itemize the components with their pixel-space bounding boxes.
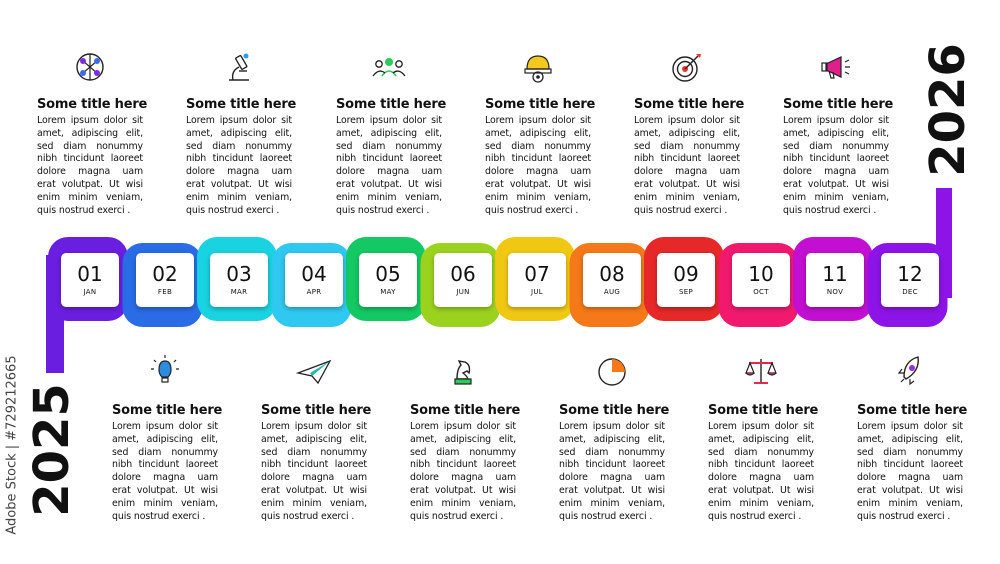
milestone-text: Lorem ipsum dolor sit amet, adipiscing elit, sed diam nonummy nibh tincidunt laoreet dolore magna uam erat volutpat. Ut wisi enim minim veniam, quis nostrud exerci . [336, 115, 442, 216]
milestone-text: Lorem ipsum dolor sit amet, adipiscing elit, sed diam nonummy nibh tincidunt laoreet dolore magna uam erat volutpat. Ut wisi enim minim veniam, quis nostrud exerci . [857, 421, 963, 522]
milestone-text: Lorem ipsum dolor sit amet, adipiscing elit, sed diam nonummy nibh tincidunt laoreet dolore magna uam erat volutpat. Ut wisi enim minim veniam, quis nostrud exerci . [37, 115, 143, 216]
milestone-title: Some title here [708, 403, 819, 418]
team-icon [369, 47, 409, 87]
milestone-block-bottom [708, 403, 819, 523]
milestone-block-top [783, 97, 894, 217]
month-card [136, 253, 194, 307]
month-label: MAY [380, 288, 396, 296]
month-card [359, 253, 417, 307]
month-number: 07 [524, 262, 550, 286]
milestone-text: Lorem ipsum dolor sit amet, adipiscing elit, sed diam nonummy nibh tincidunt laoreet dolore magna uam erat volutpat. Ut wisi enim minim veniam, quis nostrud exerci . [708, 421, 814, 522]
milestone-title: Some title here [410, 403, 521, 418]
milestone-title: Some title here [186, 97, 297, 112]
milestone-title: Some title here [261, 403, 372, 418]
month-card [508, 253, 566, 307]
gear-helmet-icon [518, 47, 558, 87]
year-start-label: 2025 [24, 383, 80, 517]
month-label: SEP [679, 288, 693, 296]
megaphone-icon [816, 47, 856, 87]
month-number: 10 [748, 262, 774, 286]
chess-knight-icon [443, 351, 483, 391]
milestone-text: Lorem ipsum dolor sit amet, adipiscing elit, sed diam nonummy nibh tincidunt laoreet dolore magna uam erat volutpat. Ut wisi enim minim veniam, quis nostrud exerci . [186, 115, 292, 216]
milestone-title: Some title here [336, 97, 447, 112]
month-label: MAR [230, 288, 248, 296]
month-number: 12 [897, 262, 923, 286]
milestone-block-top [634, 97, 745, 217]
month-card [61, 253, 119, 307]
milestone-title: Some title here [485, 97, 596, 112]
milestone-text: Lorem ipsum dolor sit amet, adipiscing elit, sed diam nonummy nibh tincidunt laoreet dolore magna uam erat volutpat. Ut wisi enim minim veniam, quis nostrud exerci . [634, 115, 740, 216]
month-number: 02 [152, 262, 178, 286]
month-card [657, 253, 715, 307]
milestone-text: Lorem ipsum dolor sit amet, adipiscing elit, sed diam nonummy nibh tincidunt laoreet dolore magna uam erat volutpat. Ut wisi enim minim veniam, quis nostrud exerci . [410, 421, 516, 522]
milestone-title: Some title here [112, 403, 223, 418]
month-label: JUL [531, 288, 543, 296]
month-number: 08 [599, 262, 625, 286]
microscope-icon [219, 47, 259, 87]
milestone-block-bottom [857, 403, 968, 523]
month-number: 11 [822, 262, 848, 286]
month-card [732, 253, 790, 307]
milestone-title: Some title here [634, 97, 745, 112]
scales-icon [741, 351, 781, 391]
year-end-label: 2026 [920, 43, 976, 177]
milestone-block-top [186, 97, 297, 217]
milestone-block-bottom [112, 403, 223, 523]
month-card [434, 253, 492, 307]
month-card [806, 253, 864, 307]
month-label: NOV [826, 288, 844, 296]
month-number: 03 [226, 262, 252, 286]
month-card [285, 253, 343, 307]
milestone-block-bottom [559, 403, 670, 523]
milestone-title: Some title here [857, 403, 968, 418]
milestone-text: Lorem ipsum dolor sit amet, adipiscing elit, sed diam nonummy nibh tincidunt laoreet dolore magna uam erat volutpat. Ut wisi enim minim veniam, quis nostrud exerci . [261, 421, 367, 522]
month-card [583, 253, 641, 307]
month-card [210, 253, 268, 307]
milestone-title: Some title here [37, 97, 148, 112]
milestone-text: Lorem ipsum dolor sit amet, adipiscing elit, sed diam nonummy nibh tincidunt laoreet dolore magna uam erat volutpat. Ut wisi enim minim veniam, quis nostrud exerci . [485, 115, 591, 216]
month-number: 01 [77, 262, 103, 286]
clock-chart-icon [592, 351, 632, 391]
month-label: APR [306, 288, 322, 296]
lightbulb-icon [145, 351, 185, 391]
milestone-block-bottom [410, 403, 521, 523]
month-card [881, 253, 939, 307]
stock-credit: Adobe Stock | #729212665 [4, 355, 20, 535]
month-label: JUN [456, 288, 470, 296]
milestone-block-top [485, 97, 596, 217]
brain-icon [70, 47, 110, 87]
month-label: DEC [902, 288, 918, 296]
target-icon [667, 47, 707, 87]
milestone-text: Lorem ipsum dolor sit amet, adipiscing elit, sed diam nonummy nibh tincidunt laoreet dolore magna uam erat volutpat. Ut wisi enim minim veniam, quis nostrud exerci . [112, 421, 218, 522]
month-number: 05 [375, 262, 401, 286]
month-label: FEB [157, 288, 173, 296]
rocket-icon [890, 351, 930, 391]
milestone-block-top [37, 97, 148, 217]
month-label: OCT [753, 288, 769, 296]
month-number: 06 [450, 262, 476, 286]
month-label: JAN [83, 288, 97, 296]
milestone-block-bottom [261, 403, 372, 523]
month-number: 09 [673, 262, 699, 286]
milestone-title: Some title here [783, 97, 894, 112]
milestone-title: Some title here [559, 403, 670, 418]
month-label: AUG [603, 288, 621, 296]
milestone-text: Lorem ipsum dolor sit amet, adipiscing elit, sed diam nonummy nibh tincidunt laoreet dolore magna uam erat volutpat. Ut wisi enim minim veniam, quis nostrud exerci . [783, 115, 889, 216]
paper-plane-icon [294, 351, 334, 391]
milestone-block-top [336, 97, 447, 217]
month-number: 04 [301, 262, 327, 286]
milestone-text: Lorem ipsum dolor sit amet, adipiscing elit, sed diam nonummy nibh tincidunt laoreet dolore magna uam erat volutpat. Ut wisi enim minim veniam, quis nostrud exerci . [559, 421, 665, 522]
